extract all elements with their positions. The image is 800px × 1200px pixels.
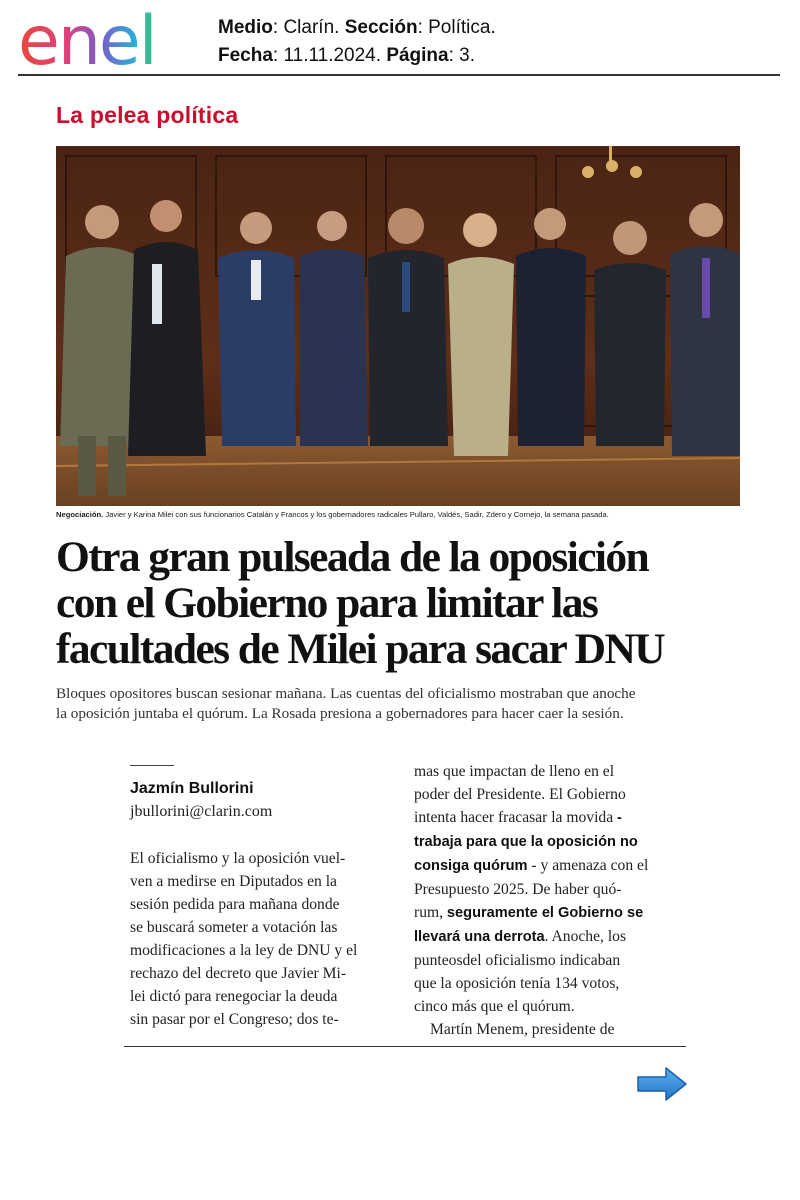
- body-bold: seguramente el Gobierno se: [446, 905, 644, 921]
- body-text: rum,: [414, 904, 447, 921]
- deck-line: la oposición juntaba el quórum. La Rosada presiona a gobernadores para hacer caer la sesión.: [56, 705, 624, 722]
- body-line: lei dictó para renegociar la deuda: [130, 988, 338, 1005]
- body-bold: trabaja para que la oposición no: [414, 834, 638, 850]
- body-bold: consiga quórum: [414, 858, 528, 874]
- body-line: [414, 854, 684, 878]
- header-divider: [18, 74, 780, 76]
- body-line: poder del Presidente. El Gobierno: [414, 786, 626, 803]
- caption-lead: Negociación.: [56, 510, 104, 519]
- body-bold: -: [617, 810, 622, 826]
- fecha-value: : 11.11.2024.: [272, 45, 382, 66]
- body-line: El oficialismo y la oposición vuel-: [130, 850, 346, 867]
- enel-logo: [18, 6, 190, 70]
- byline-rule: [130, 765, 174, 766]
- bottom-divider: [124, 1046, 686, 1047]
- document-meta: [218, 14, 496, 70]
- headline-line: Otra gran pulseada de la oposición: [56, 533, 649, 581]
- headline: [56, 534, 756, 672]
- body-column-1: [130, 847, 400, 1031]
- arrow-right-icon[interactable]: [636, 1066, 688, 1102]
- body-text: - y amenaza con el: [527, 857, 649, 874]
- medio-label: Medio: [218, 17, 273, 38]
- body-line: punteosdel oficialismo indicaban: [414, 952, 621, 969]
- body-line: rechazo del decreto que Javier Mi-: [130, 965, 347, 982]
- deck-subtitle: [56, 684, 756, 724]
- photo-caption: [56, 510, 746, 519]
- headline-line: facultades de Milei para sacar DNU: [56, 625, 665, 673]
- fecha-label: Fecha: [218, 45, 273, 66]
- body-text: . Anoche, los: [544, 928, 627, 945]
- body-line: mas que impactan de lleno en el: [414, 763, 615, 780]
- seccion-value: : Política.: [417, 17, 496, 38]
- body-column-2: [414, 760, 684, 1041]
- pagina-value: : 3.: [448, 45, 476, 66]
- author-name: Jazmín Bullorini: [130, 780, 254, 797]
- seccion-label: Sección: [344, 17, 418, 38]
- article-photo: [56, 146, 740, 506]
- caption-text: Javier y Karina Milei con sus funcionarios Catalán y Francos y los gobernadores radicales Pullaro, Valdés, Sadir, Zdero y Cornejo, la semana pasada.: [103, 510, 609, 519]
- headline-line: con el Gobierno para limitar las: [56, 579, 598, 627]
- body-line: se buscará someter a votación las: [130, 919, 338, 936]
- body-line: cinco más que el quórum.: [414, 998, 575, 1015]
- body-line: sin pasar por el Congreso; dos te-: [130, 1011, 339, 1028]
- deck-line: Bloques opositores buscan sesionar mañana. Las cuentas del oficialismo mostraban que anoche: [56, 685, 636, 702]
- body-line: [414, 925, 684, 949]
- author-email: jbullorini@clarin.com: [130, 803, 273, 820]
- pagina-label: Página: [386, 45, 449, 66]
- body-line: sesión pedida para mañana donde: [130, 896, 340, 913]
- section-label: La pelea política: [56, 102, 239, 128]
- body-line: ven a medirse en Diputados en la: [130, 873, 337, 890]
- body-bold: llevará una derrota: [414, 929, 545, 945]
- body-line: [414, 830, 684, 854]
- body-line: Presupuesto 2025. De haber quó-: [414, 881, 622, 898]
- body-line: [414, 806, 684, 830]
- svg-text:enel: enel: [18, 6, 156, 70]
- body-text: intenta hacer fracasar la movida: [414, 809, 618, 826]
- medio-value: : Clarín.: [272, 17, 340, 38]
- body-line: Martín Menem, presidente de: [430, 1021, 615, 1038]
- body-line: [414, 901, 684, 925]
- body-line: que la oposición tenía 134 votos,: [414, 975, 620, 992]
- body-line: modificaciones a la ley de DNU y el: [130, 942, 358, 959]
